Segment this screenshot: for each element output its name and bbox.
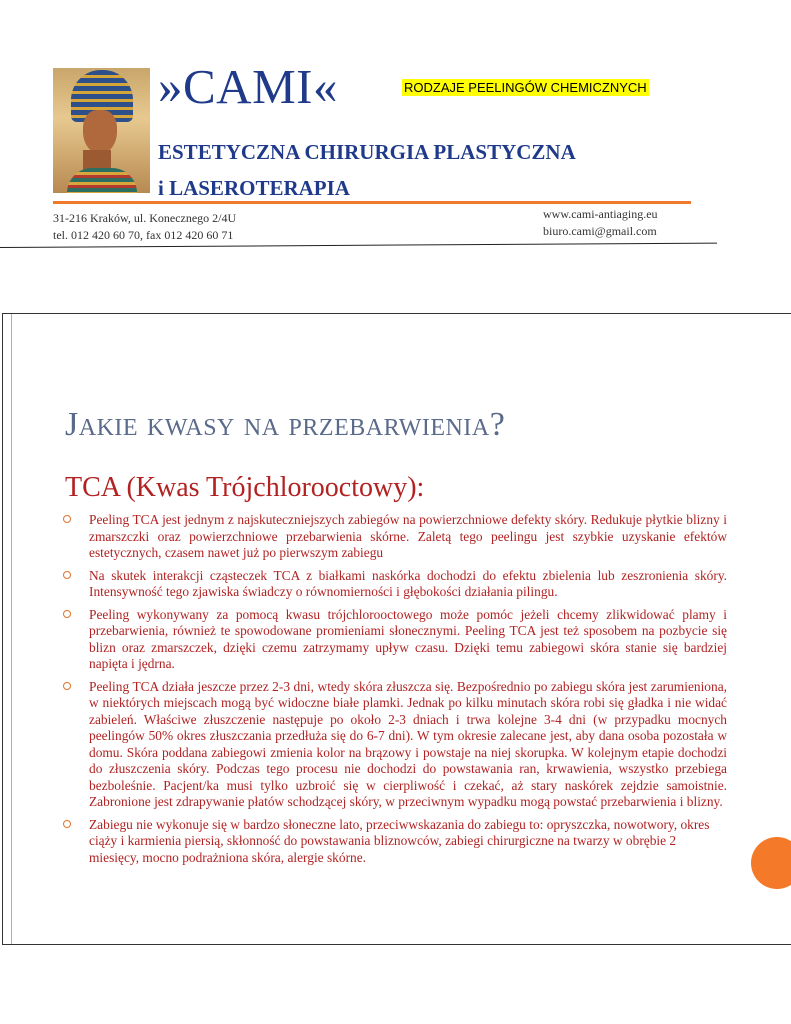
bullet-item [63,679,727,811]
phone-fax: tel. 012 420 60 70, fax 012 420 60 71 [53,228,234,242]
company-subtitle-line1: ESTETYCZNA CHIRURGIA PLASTYCZNA [158,140,576,164]
email-link[interactable]: biuro.cami@gmail.com [543,224,657,238]
slide-title: Jakie kwasy na przebarwienia? [65,406,506,443]
nefertiti-logo-image [53,68,150,193]
slide-frame [2,313,791,945]
bullet-circle-icon [63,571,71,579]
bullet-item [63,568,727,601]
bullet-circle-icon [63,682,71,690]
bullet-text: Peeling TCA działa jeszcze przez 2-3 dni, wtedy skóra złuszcza się. Bezpośrednio po zabiegu skóra jest zarumieniona, w niektórych miejscach mogą być widoczne białe plamki. Jednak po kilku minutach skóra robi się gładka i nie widać zabieleń. Właściwe złuszczenie następuje po około 2-3 dniach i trwa kolejne 3-4 dni (w przypadku mocnych peelingów 50% okres złuszczania przedłuża się do 6-7 dni). W tym okresie zalecane jest, aby dana osoba pozostała w domu. Skóra poddana zabiegowi zmienia kolor na brązowy i powstaje na niej skorupka. W kolejnym etapie dochodzi do złuszczenia skóry. Podczas tego procesu nie dochodzi do powstawania ran, krwawienia, wszystko przebiega bezboleśnie. Pacjent/ka musi tylko uzbroić się w cierpliwość i czekać, aż stary naskórek zejdzie samoistnie. Zabronione jest zdrapywanie płatów schodzącej skóry, w przeciwnym wypadku mogą powstać przebarwienia i blizny. [89,678,727,809]
bullet-circle-icon [63,515,71,523]
brand-title: »CAMI« [158,59,338,114]
bullet-item [63,512,727,562]
orange-divider [53,201,691,204]
bullet-circle-icon [63,610,71,618]
street-address: 31-216 Kraków, ul. Konecznego 2/4U [53,211,237,225]
bullet-text: Peeling TCA jest jednym z najskuteczniejszych zabiegów na powierzchniowe defekty skóry. Redukuje płytkie blizny i zmarszczki oraz powierzchniowe przebarwienia skórne. Zaletą tego peelingu jest szybkie uzyskanie efektów estetycznych, czasem nawet już po pierwszym zabiegu [89,512,727,560]
website-link[interactable]: www.cami-antiaging.eu [543,207,658,221]
bullet-item [63,607,727,673]
bullet-item [63,817,727,867]
contact-web-block [543,206,658,240]
bullet-text: Peeling wykonywany za pomocą kwasu trójchlorooctowego może pomóc jeżeli chcemy zlikwidować plamy i przebarwienia, również te spowodowane promieniami słonecznymi. Peeling TCA jest też sposobem na pozbycie się blizn oraz zmarszczek, dzięki czemu zatrzymamy upływ czasu. Dzięki temu zabiegowi skóra stanie się bardziej napięta i jędrna. [89,606,727,671]
document-tagline: RODZAJE PEELINGÓW CHEMICZNYCH [404,80,647,95]
bullet-text: Zabiegu nie wykonuje się w bardzo słoneczne lato, przeciwwskazania do zabiegu to: opryszczka, nowotwory, okres ciąży i karmienia piersią, skłonność do powstawania bliznowców, zabiegi chirurgiczne na twarzy w obrębie 2 miesięcy, mocno podrażniona skóra, alergie skórne. [89,816,710,865]
company-subtitle-line2: i LASEROTERAPIA [158,176,350,200]
section-heading: TCA (Kwas Trójchlorooctowy): [65,472,425,503]
slide-margin-line [11,314,12,944]
bullet-text: Na skutek interakcji cząsteczek TCA z białkami naskórka dochodzi do efektu zbielenia lub zeszronienia skóry. Intensywność tego zjawiska świadczy o równomierności i głębokości działania pilingu. [89,567,727,599]
bullet-circle-icon [63,820,71,828]
contact-address-block [53,210,236,244]
bullet-list [63,512,727,872]
